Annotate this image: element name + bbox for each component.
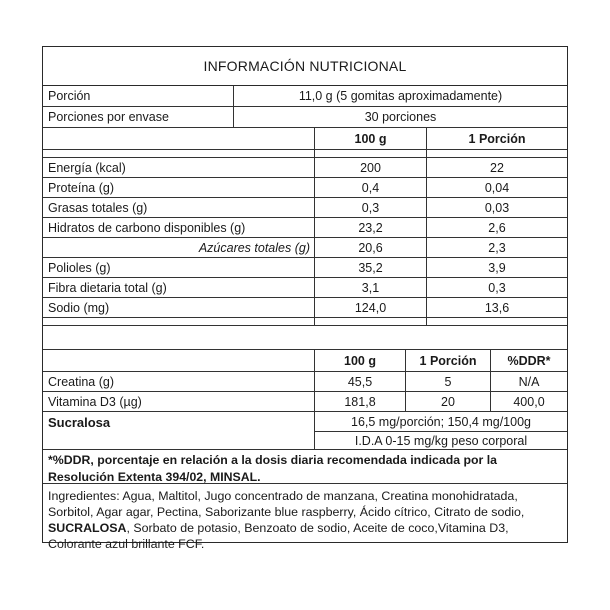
label-title: INFORMACIÓN NUTRICIONAL: [203, 58, 407, 74]
nutrient-value-100g: 0,3: [314, 198, 426, 217]
table-row: [43, 277, 567, 297]
table-row: [43, 177, 567, 197]
nutrient-value-100g: 124,0: [314, 298, 426, 317]
table1-header-100g: 100 g: [314, 128, 426, 149]
table-row: [43, 371, 567, 391]
sucralosa-label: Sucralosa: [48, 414, 111, 430]
table-row: [43, 217, 567, 237]
nutrient-value-100g: 45,5: [314, 372, 405, 391]
nutrient-value-porcion: 0,03: [426, 198, 567, 217]
serving-size-row: [43, 85, 567, 106]
table2-header-ddr: %DDR*: [490, 350, 567, 371]
nutrient-label: Creatina (g): [48, 374, 114, 389]
sucralosa-block: [43, 411, 567, 449]
ingredients-line-3-rest: , Sorbato de potasio, Benzoato de sodio, Aceite de coco,Vitamina D3,: [126, 521, 509, 535]
nutrient-value-100g: 200: [314, 158, 426, 177]
nutrient-label: Sodio (mg): [48, 300, 110, 315]
ingredients-line-1: Ingredientes: Agua, Maltitol, Jugo concentrado de manzana, Creatina monohidratada,: [48, 489, 518, 503]
nutrient-label-sub: Azúcares totales (g): [198, 240, 310, 255]
sucralosa-value: 16,5 mg/porción; 150,4 mg/100g: [314, 412, 567, 431]
nutrient-label: Polioles (g): [48, 260, 111, 275]
servings-per-container-value: 30 porciones: [233, 107, 567, 127]
nutrient-label: Energía (kcal): [48, 160, 126, 175]
nutrient-value-100g: 20,6: [314, 238, 426, 257]
nutrient-value-100g: 35,2: [314, 258, 426, 277]
nutrition-label: [42, 46, 568, 551]
nutrient-value-porcion: 22: [426, 158, 567, 177]
table-row: [43, 197, 567, 217]
nutrient-label: Grasas totales (g): [48, 200, 148, 215]
nutrient-value-porcion: 2,6: [426, 218, 567, 237]
footnote-line-2: Resolución Extenta 394/02, MINSAL.: [48, 470, 261, 484]
table2-header-row: [43, 349, 567, 371]
nutrient-value-100g: 0,4: [314, 178, 426, 197]
ingredients-block: [43, 483, 567, 551]
ingredients-line-3: [48, 520, 562, 537]
nutrient-value-ddr: N/A: [490, 372, 567, 391]
title-row: [43, 47, 567, 85]
footnote-block: [43, 449, 567, 483]
table-row: [43, 297, 567, 317]
servings-per-container-row: [43, 106, 567, 127]
nutrient-label: Fibra dietaria total (g): [48, 280, 167, 295]
servings-per-container-label: Porciones por envase: [48, 110, 169, 124]
nutrient-value-porcion: 5: [405, 372, 490, 391]
nutrient-value-ddr: 400,0: [490, 392, 567, 411]
nutrient-value-100g: 3,1: [314, 278, 426, 297]
sucralosa-ida: I.D.A 0-15 mg/kg peso corporal: [314, 431, 567, 450]
nutrient-value-porcion: 0,04: [426, 178, 567, 197]
ingredients-line-4: Colorante azul brillante FCF.: [48, 537, 205, 551]
nutrient-value-porcion: 20: [405, 392, 490, 411]
ingredient-sucralosa-emphasis: SUCRALOSA: [48, 521, 127, 535]
ingredients-line-2: Sorbitol, Agar agar, Pectina, Saborizante blue raspberry, Ácido cítrico, Citrato de sodio,: [48, 505, 525, 519]
nutrient-value-100g: 23,2: [314, 218, 426, 237]
table-row: [43, 257, 567, 277]
table2-header-porcion: 1 Porción: [405, 350, 490, 371]
nutrient-value-porcion: 0,3: [426, 278, 567, 297]
nutrient-value-porcion: 13,6: [426, 298, 567, 317]
table1-header-row: [43, 127, 567, 149]
section-gap: [43, 325, 567, 349]
table2-header-100g: 100 g: [314, 350, 405, 371]
table1-spacer: [43, 149, 567, 157]
nutrient-value-porcion: 2,3: [426, 238, 567, 257]
table-row: [43, 157, 567, 177]
table1-header-porcion: 1 Porción: [426, 128, 567, 149]
table-row: [43, 237, 567, 257]
nutrient-label: Hidratos de carbono disponibles (g): [48, 220, 246, 235]
nutrient-label: Proteína (g): [48, 180, 115, 195]
nutrient-value-100g: 181,8: [314, 392, 405, 411]
serving-size-label: Porción: [48, 89, 91, 103]
nutrient-value-porcion: 3,9: [426, 258, 567, 277]
nutrient-label: Vitamina D3 (µg): [48, 394, 142, 409]
table-row: [43, 391, 567, 411]
serving-size-value: 11,0 g (5 gomitas aproximadamente): [233, 86, 567, 106]
table1-bottom-spacer: [43, 317, 567, 325]
footnote-line-1: *%DDR, porcentaje en relación a la dosis diaria recomendada indicada por la: [48, 453, 497, 467]
